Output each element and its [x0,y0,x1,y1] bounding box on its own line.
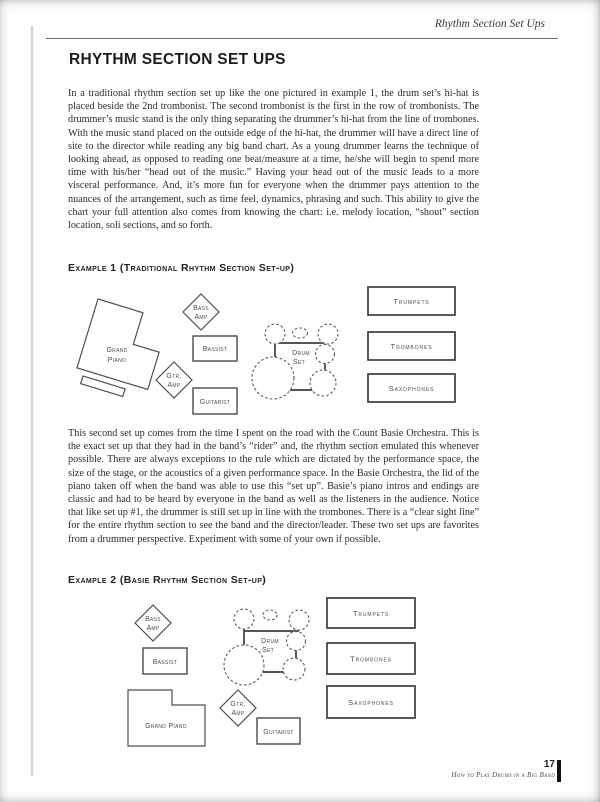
cymbal-shape [234,609,254,629]
guitarist-shape [257,718,300,744]
drum-set-shape [252,324,338,399]
example2-heading: Example 2 (Basie Rhythm Section Set-up) [68,574,267,586]
guitar-amp-label: Amp [167,382,181,389]
cymbal-shape [289,610,309,630]
drum-set-label: Drum [261,638,279,645]
guitar-amp-shape [220,690,256,726]
trombones-shape [368,332,455,360]
floor-tom-shape [310,370,336,396]
bass-drum-shape [252,357,294,399]
grand-piano-label: Grand [106,347,128,354]
trumpets-label: Trumpets [393,297,430,306]
guitar-amp-label: Gtr. [230,701,246,708]
bass-amp-shape [183,294,219,330]
grand-piano-shape [128,690,205,746]
trombones-shape [327,643,415,674]
bass-drum-shape [224,645,264,685]
footer-book-title: How to Play Drums in a Big Band [451,771,555,779]
trumpets-label: Trumpets [352,609,390,618]
grand-piano-label: Piano [107,357,127,364]
hihat-shape [263,610,277,620]
cymbal-shape [265,324,285,344]
guitarist-label: Guitarist [199,399,231,406]
guitar-amp-label: Gtr. [166,373,182,380]
running-header: Rhythm Section Set Ups [434,18,545,30]
bassist-label: Bassist [202,346,228,353]
bassist-shape [193,336,237,361]
guitar-amp-label: Amp [231,710,245,717]
floor-tom-shape [283,658,305,680]
drum-set-shape [224,609,309,685]
cymbal-shape [318,324,338,344]
drum-set-label: Set [293,359,305,366]
saxophones-label: Saxophones [348,698,394,707]
hihat-shape [293,328,308,338]
page-gutter-shadow [31,26,33,776]
paragraph-intro: In a traditional rhythm section set up like the one pictured in example 1, the drum set’s hi-hat is placed beside the 2nd trombonist. The second trombonist is the first in the row of trombonists. The drummer’s music stand is the only thing separating the drummer’s hi-hat from the line of trombones. With the music stand placed on the outside edge of the hi-hat, the drummer will have a direct line of site to the director while reading any big band chart. As a young drummer learns the technique of looking ahead, as opposed to reading one beat/measure at a time, he/she will begin to spend more time with his/her “head out of the music.” Having your head out of the music leads to a more visceral performance. And, it’s more fun for everyone when the drummer pays attention to the nuances of the arrangement, such as time feel, dynamics, phrasing and such. This ability to give the chart your full attention also comes from knowing the chart: i.e. melody location, “shout” section location, soli sections, and so forth. [68,88,480,232]
grand-piano-shape [77,299,169,397]
bassist-label: Bassist [152,659,178,666]
tom-shape [316,345,335,364]
bass-amp-label: Amp [146,625,160,632]
trombones-label: Trombones [390,342,433,351]
guitarist-shape [193,388,237,414]
saxophones-shape [327,686,415,718]
saxophones-shape [368,374,455,402]
page-title: RHYTHM SECTION SET UPS [69,51,286,68]
saxophones-label: Saxophones [388,384,435,393]
diagram-basie-setup [60,593,460,758]
bass-amp-label: Bass [193,305,209,312]
diagram-traditional-setup [60,283,460,445]
bassist-shape [143,648,187,674]
trumpets-shape [368,287,455,315]
bass-amp-label: Amp [194,314,208,321]
drum-set-label: Drum [292,350,310,357]
bass-amp-shape [135,605,171,641]
drum-set-label: Set [262,647,274,654]
footer-accent-bar [557,760,561,782]
guitar-amp-shape [156,362,192,398]
grand-piano-label: Grand Piano [145,723,187,730]
page-number: 17 [543,759,555,770]
trombones-label: Trombones [350,654,392,664]
tom-shape [287,632,306,651]
bass-amp-label: Bass [145,616,161,623]
trumpets-shape [327,598,415,628]
paragraph-basie: This second set up comes from the time I spent on the road with the Count Basie Orchestra. This is the exact set up that they had in the band’s “rider” and, the rhythm section emulated this whenever possible. There are always exceptions to the rule which are dictated by the performance space, the size of the stage, or the acoustics of a given performance space. In the Basie Orchestra, the lid of the piano taken off when the band was able to use this “set up”. Basie’s piano intros and endings are classic and had to be heard by everyone in the band as well as the listeners in the audience. Notice that like set up #1, the drummer is still set up in line with the trombones. There is a “clear sight line” for the entire rhythm section to see the band and the director/leader. These two set ups are favorites from a drummer perspective. Experiment with some of your own if possible. [68,428,479,545]
guitarist-label: Guitarist [263,729,294,736]
example1-heading: Example 1 (Traditional Rhythm Section Set-up) [68,262,295,274]
header-rule [46,38,558,39]
